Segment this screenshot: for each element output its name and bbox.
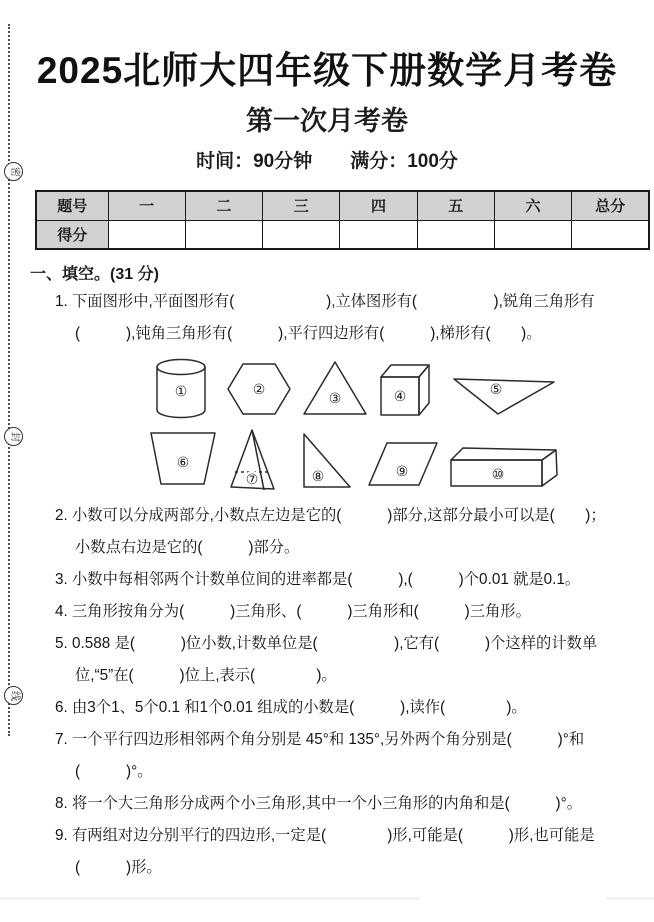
score-blank-cell bbox=[185, 220, 262, 249]
score-blank-cell bbox=[108, 220, 185, 249]
pyramid-shape bbox=[230, 428, 276, 492]
shape-label-4: ④ bbox=[393, 389, 407, 405]
shape-label-5: ⑤ bbox=[489, 382, 503, 398]
trapezoid-shape bbox=[149, 432, 217, 486]
score-blank-cell bbox=[340, 220, 417, 249]
scan-artifact-line bbox=[606, 897, 654, 900]
shape-label-10: ⑩ bbox=[491, 467, 505, 483]
right-triangle-shape bbox=[301, 432, 353, 490]
question-text: ( )形。 bbox=[75, 859, 162, 876]
scan-artifact-line bbox=[0, 897, 420, 900]
question-4 bbox=[55, 596, 650, 628]
score-row-label: 得分 bbox=[36, 220, 108, 249]
table-header-cell: 五 bbox=[417, 191, 494, 220]
question-text: 7. 一个平行四边形相邻两个角分别是 45°和 135°,另外两个角分别是( )°和 bbox=[55, 731, 585, 748]
shape-label-2: ② bbox=[252, 382, 266, 398]
seal-mark-label: 封 bbox=[8, 431, 20, 442]
question-text: 1. 下面图形中,平面图形有( ),立体图形有( ),锐角三角形有 bbox=[55, 293, 595, 310]
table-header-cell: 一 bbox=[108, 191, 185, 220]
question-text: 4. 三角形按角分为( )三角形、( )三角形和( )三角形。 bbox=[55, 603, 531, 620]
table-header-cell: 二 bbox=[185, 191, 262, 220]
table-header-cell: 三 bbox=[263, 191, 340, 220]
question-text: 6. 由3个1、5个0.1 和1个0.01 组成的小数是( ),读作( )。 bbox=[55, 699, 527, 716]
cuboid-shape bbox=[449, 446, 559, 488]
question-text: 9. 有两组对边分别平行的四边形,一定是( )形,可能是( )形,也可能是 bbox=[55, 827, 595, 844]
score-blank-cell bbox=[494, 220, 571, 249]
question-1 bbox=[55, 286, 650, 350]
question-8 bbox=[55, 788, 650, 820]
question-6 bbox=[55, 692, 650, 724]
question-7 bbox=[55, 724, 650, 788]
shape-label-8: ⑧ bbox=[311, 469, 325, 485]
obtuse-triangle-shape bbox=[452, 374, 558, 416]
cylinder-shape bbox=[155, 358, 207, 420]
question-text: 小数点右边是它的( )部分。 bbox=[75, 539, 300, 556]
question-2 bbox=[55, 500, 650, 564]
question-text: ( ),钝角三角形有( ),平行四边形有( ),梯形有( )。 bbox=[75, 325, 542, 342]
question-text: 8. 将一个大三角形分成两个小三角形,其中一个小三角形的内角和是( )°。 bbox=[55, 795, 583, 812]
question-5 bbox=[55, 628, 650, 692]
paper-subtitle: 第一次月考卷 bbox=[246, 106, 408, 136]
seal-mark-label: 密 bbox=[8, 166, 20, 177]
table-header-cell: 四 bbox=[340, 191, 417, 220]
parallelogram-shape bbox=[368, 442, 438, 486]
score-table-header-row bbox=[36, 191, 649, 220]
score-table bbox=[35, 190, 650, 250]
question-text: 5. 0.588 是( )位小数,计数单位是( ),它有( )个这样的计数单 bbox=[55, 635, 598, 652]
hexagon-shape bbox=[227, 363, 291, 415]
section-1-title: 一、填空。(31 分) bbox=[30, 266, 159, 283]
time-and-score-line: 时间：90分钟 满分：100分 bbox=[196, 151, 458, 172]
score-blank-cell bbox=[263, 220, 340, 249]
table-header-cell: 六 bbox=[494, 191, 571, 220]
seal-mark-label: 线 bbox=[8, 690, 20, 701]
question-text: 2. 小数可以分成两部分,小数点左边是它的( )部分,这部分最小可以是( )； bbox=[55, 507, 606, 524]
score-blank-cell bbox=[417, 220, 494, 249]
acute-triangle-shape bbox=[302, 360, 368, 416]
cube-shape bbox=[379, 363, 431, 417]
fill-in-questions bbox=[55, 286, 650, 884]
question-3 bbox=[55, 564, 650, 596]
paper-title: 2025北师大四年级下册数学月考卷 bbox=[36, 50, 618, 91]
shape-label-7: ⑦ bbox=[245, 472, 259, 488]
question-9 bbox=[55, 820, 650, 884]
score-table-score-row bbox=[36, 220, 649, 249]
score-blank-cell bbox=[572, 220, 649, 249]
table-header-cell: 总分 bbox=[572, 191, 649, 220]
question-text: 位,“5”在( )位上,表示( )。 bbox=[75, 667, 337, 684]
question-1-figure bbox=[0, 350, 654, 500]
question-text: ( )°。 bbox=[75, 763, 153, 780]
shape-label-1: ① bbox=[174, 384, 188, 400]
shape-label-9: ⑨ bbox=[395, 464, 409, 480]
shape-label-6: ⑥ bbox=[176, 455, 190, 471]
question-text: 3. 小数中每相邻两个计数单位间的进率都是( ),( )个0.01 就是0.1。 bbox=[55, 571, 581, 588]
shape-label-3: ③ bbox=[328, 391, 342, 407]
table-header-cell: 题号 bbox=[36, 191, 108, 220]
